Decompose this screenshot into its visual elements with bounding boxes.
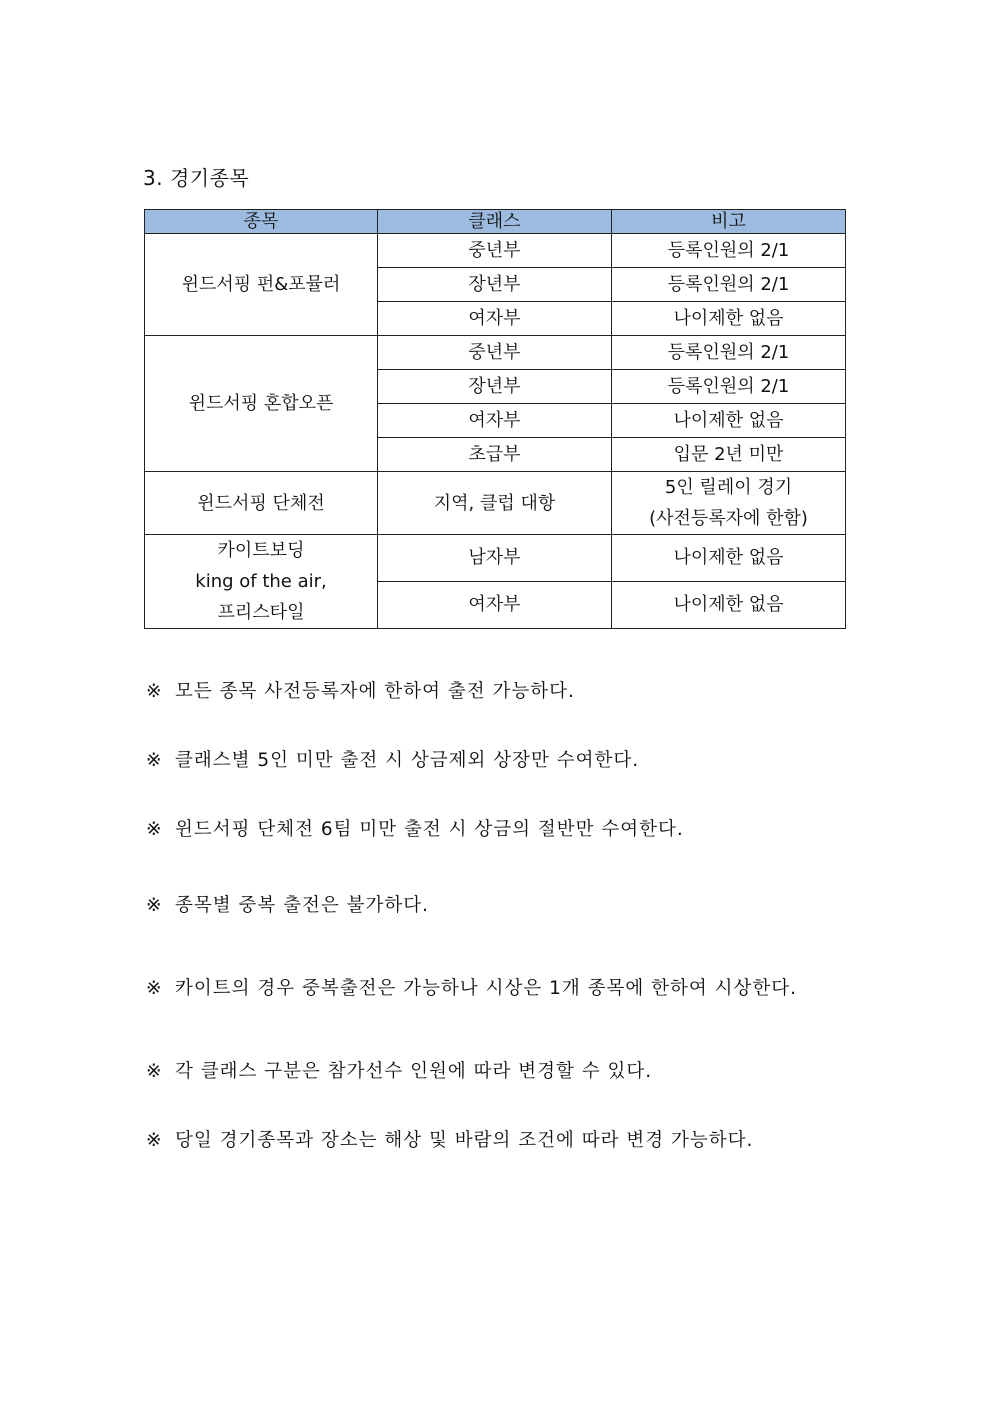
header-note: 비고 [612, 210, 846, 234]
event-line: 프리스타일 [217, 602, 305, 623]
reference-mark: ※ [146, 1130, 163, 1151]
table-header-row [145, 210, 846, 234]
class-cell: 초급부 [378, 438, 612, 472]
note-line: (사전등록자에 한함) [649, 508, 808, 529]
list-item [146, 673, 856, 710]
note-text: 클래스별 5인 미만 출전 시 상금제외 상장만 수여한다. [175, 750, 640, 771]
event-line: 카이트보딩 [217, 540, 305, 561]
event-cell: 윈드서핑 혼합오픈 [145, 336, 378, 472]
reference-mark: ※ [146, 681, 163, 702]
note-text: 각 클래스 구분은 참가선수 인원에 따라 변경할 수 있다. [175, 1061, 653, 1082]
note-cell: 나이제한 없음 [612, 582, 846, 629]
note-text: 종목별 중복 출전은 불가하다. [175, 895, 429, 916]
list-item [146, 1053, 856, 1090]
table-row [145, 336, 846, 370]
note-cell: 등록인원의 2/1 [612, 268, 846, 302]
reference-mark: ※ [146, 1061, 163, 1082]
events-table [144, 209, 846, 629]
list-item [146, 742, 856, 779]
list-item [146, 970, 856, 1007]
class-cell: 장년부 [378, 268, 612, 302]
header-class: 클래스 [378, 210, 612, 234]
note-cell: 등록인원의 2/1 [612, 370, 846, 404]
class-cell: 장년부 [378, 370, 612, 404]
table-row [145, 472, 846, 535]
event-line: king of the air, [195, 571, 327, 592]
table-row [145, 535, 846, 582]
section-title: 3. 경기종목 [143, 166, 250, 190]
class-cell: 지역, 클럽 대항 [378, 472, 612, 535]
table-row [145, 234, 846, 268]
reference-mark: ※ [146, 978, 163, 999]
class-cell: 남자부 [378, 535, 612, 582]
class-cell: 여자부 [378, 404, 612, 438]
class-cell: 중년부 [378, 336, 612, 370]
note-cell [612, 472, 846, 535]
note-cell: 입문 2년 미만 [612, 438, 846, 472]
note-text: 윈드서핑 단체전 6팀 미만 출전 시 상금의 절반만 수여한다. [175, 819, 684, 840]
list-item [146, 811, 856, 848]
class-cell: 중년부 [378, 234, 612, 268]
class-cell: 여자부 [378, 582, 612, 629]
note-cell: 나이제한 없음 [612, 302, 846, 336]
note-cell: 등록인원의 2/1 [612, 336, 846, 370]
event-cell: 윈드서핑 단체전 [145, 472, 378, 535]
reference-mark: ※ [146, 750, 163, 771]
note-cell: 나이제한 없음 [612, 535, 846, 582]
reference-mark: ※ [146, 819, 163, 840]
note-cell: 나이제한 없음 [612, 404, 846, 438]
event-cell: 윈드서핑 펀&포뮬러 [145, 234, 378, 336]
event-cell [145, 535, 378, 629]
list-item [146, 1122, 856, 1159]
note-text: 당일 경기종목과 장소는 해상 및 바람의 조건에 따라 변경 가능하다. [175, 1130, 754, 1151]
header-event: 종목 [145, 210, 378, 234]
list-item [146, 887, 856, 924]
note-line: 5인 릴레이 경기 [664, 477, 793, 498]
note-text: 모든 종목 사전등록자에 한하여 출전 가능하다. [175, 681, 575, 702]
note-text: 카이트의 경우 중복출전은 가능하나 시상은 1개 종목에 한하여 시상한다. [175, 978, 797, 999]
note-cell: 등록인원의 2/1 [612, 234, 846, 268]
reference-mark: ※ [146, 895, 163, 916]
class-cell: 여자부 [378, 302, 612, 336]
